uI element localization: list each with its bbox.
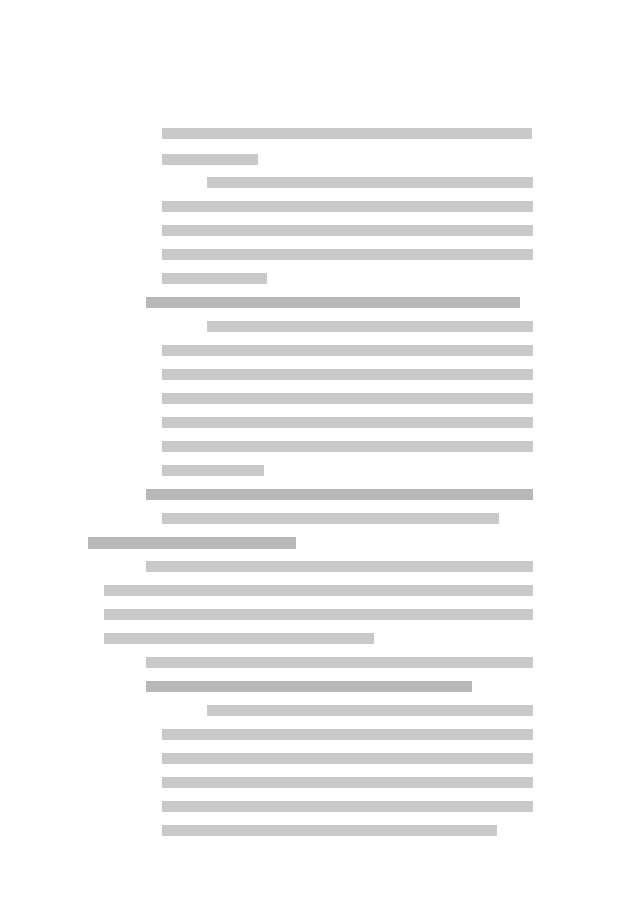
text-line (162, 225, 533, 236)
text-line (162, 465, 264, 476)
text-line (162, 345, 533, 356)
section-heading (88, 537, 296, 549)
text-line (146, 561, 533, 572)
text-line (162, 393, 533, 404)
text-line (162, 729, 533, 740)
text-line (104, 609, 533, 620)
text-line (162, 369, 533, 380)
text-line (162, 128, 532, 139)
text-line (162, 825, 497, 836)
text-line (162, 753, 533, 764)
text-line (162, 777, 533, 788)
text-line (104, 585, 533, 596)
text-line (162, 801, 533, 812)
text-line (162, 417, 533, 428)
text-line (162, 249, 533, 260)
text-line (146, 657, 533, 668)
text-line (162, 154, 258, 165)
text-line (162, 513, 499, 524)
text-line (162, 273, 267, 284)
text-line (146, 489, 533, 500)
text-line (162, 441, 533, 452)
text-line (207, 177, 533, 188)
text-line (146, 681, 472, 692)
text-line (104, 633, 374, 644)
text-line (162, 201, 533, 212)
text-line (207, 705, 533, 716)
text-line (146, 297, 520, 308)
text-line (207, 321, 533, 332)
